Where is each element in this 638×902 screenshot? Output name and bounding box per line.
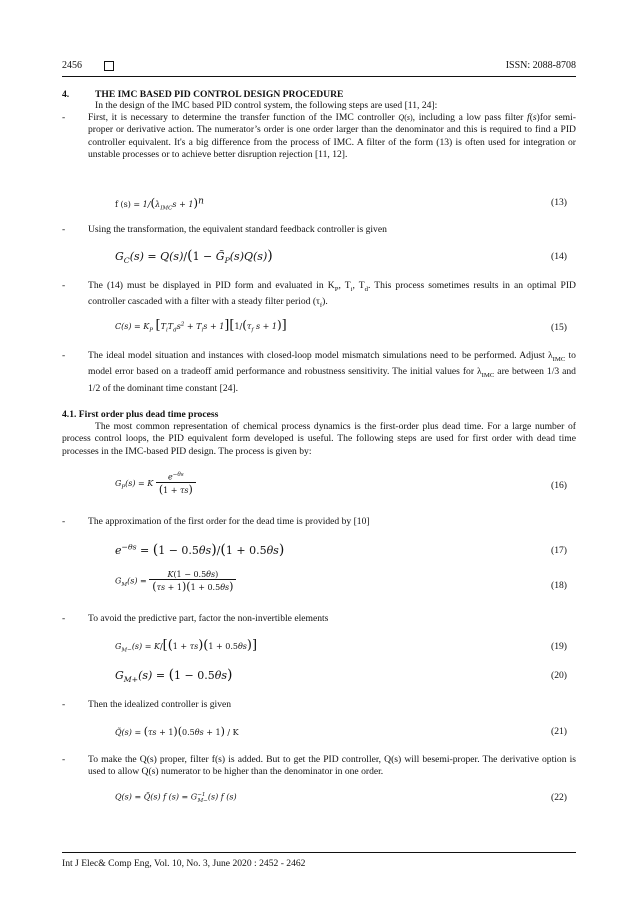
equation-16: $G_P(s) = K$ $\frac{e^{-\theta s}}{(1 + \tau s)}$ bbox=[115, 472, 196, 496]
page-number: 2456 bbox=[62, 60, 82, 71]
equation-number: (22) bbox=[551, 792, 567, 803]
filter-text: To make the Q(s) proper, filter f(s) is added. But to get the PID controller, Q(s) will besemi-proper. The derivative option is used to allow Q(s) numerator to be higher than the denominator in one order. bbox=[88, 754, 576, 778]
bullet-dash: - bbox=[62, 754, 66, 765]
equation-number: (17) bbox=[551, 545, 567, 556]
step-3-text: The (14) must be displayed in PID form and evaluated in $K_P$, $T_i$, $T_d$. This process sometimes results in an optimal PID controller cascaded with a filter with a steady filter period $(\tau_f)$. bbox=[88, 280, 576, 310]
equation-19: $G_{M-}(s) = K/[(1 + \tau s)(1 + 0.5\theta s)]$ bbox=[115, 638, 258, 654]
bullet-dash: - bbox=[62, 224, 66, 235]
header-rule bbox=[62, 76, 576, 77]
bullet-dash: - bbox=[62, 613, 66, 624]
equation-14: $G_C(s) = Q(s)/(1$ − $G̃_P(s)Q(s)$) bbox=[115, 248, 273, 266]
step-4-text: The ideal model situation and instances with closed-loop model mismatch simulations need to be performed. Adjust $\lambda_{IMC}$ to model error based on a tradeoff amid performance and robustness sensitivity. The initial values for $\lambda_{IMC}$ are between 1/3 and 1/2 of the dominant time constant [24]. bbox=[88, 350, 576, 394]
step-2-text: Using the transformation, the equivalent standard feedback controller is given bbox=[88, 224, 387, 235]
controller-text: Then the idealized controller is given bbox=[88, 699, 232, 710]
square-bullet-icon bbox=[104, 61, 114, 71]
equation-number: (19) bbox=[551, 641, 567, 652]
equation-20: $G_{M+}(s) = (1 - 0.5\theta s)$ bbox=[115, 667, 233, 685]
bullet-dash: - bbox=[62, 112, 66, 123]
subsection-paragraph: The most common representation of chemical process dynamics is the first-order plus dead time. For a large number of process control loops, the PID equivalent form developed is useful. The following steps are used for first order with dead time processes in the IMC-based PID design. The process is given by: bbox=[62, 421, 576, 457]
equation-21: Q̃(s) = (τs + 1)(0.5θs + 1) / K bbox=[115, 725, 239, 738]
equation-13: f $(s) = 1/(\lambda_{IMC}s + 1)^n$ bbox=[115, 196, 204, 212]
equation-number: (21) bbox=[551, 726, 567, 737]
bullet-dash: - bbox=[62, 280, 66, 291]
section-heading: 4. THE IMC BASED PID CONTROL DESIGN PROCEDURE bbox=[62, 89, 344, 100]
footer-rule bbox=[62, 852, 576, 853]
subsection-heading: 4.1. First order plus dead time process bbox=[62, 409, 219, 420]
equation-number: (20) bbox=[551, 670, 567, 681]
equation-number: (13) bbox=[551, 197, 567, 208]
section-intro: In the design of the IMC based PID control system, the following steps are used [11, 24]: bbox=[95, 100, 438, 111]
issn-label: ISSN: 2088-8708 bbox=[505, 60, 576, 71]
equation-17: $e^{-\theta s} = (1 - 0.5\theta s)/(1 + 0.5\theta s)$ bbox=[115, 542, 285, 558]
step-1-text: First, it is necessary to determine the transfer function of the IMC controller Q(s), including a low pass filter f(s)for semi-proper or derivative action. The numerator’s order is one order larger than the denominator and this is required to find a PID controller equivalent. It's a big difference from the process of IMC. A filter of the form (13) is often used for integration or unstable processes or to achieve better disruption rejection [11, 12]. bbox=[88, 112, 576, 161]
bullet-dash: - bbox=[62, 350, 66, 361]
equation-number: (15) bbox=[551, 322, 567, 333]
bullet-dash: - bbox=[62, 516, 66, 527]
equation-number: (18) bbox=[551, 580, 567, 591]
journal-citation: Int J Elec& Comp Eng, Vol. 10, No. 3, June 2020 : 2452 - 2462 bbox=[62, 858, 306, 869]
approximation-text: The approximation of the first order for the dead time is provided by [10] bbox=[88, 516, 370, 527]
running-header bbox=[62, 60, 576, 74]
equation-number: (14) bbox=[551, 251, 567, 262]
equation-18: $G_M(s)$ = $\frac{K(1 - 0.5\theta s)}{(\tau s + 1)(1 + 0.5\theta s)}$ bbox=[115, 570, 236, 593]
bullet-dash: - bbox=[62, 699, 66, 710]
equation-number: (16) bbox=[551, 480, 567, 491]
factor-text: To avoid the predictive part, factor the non-invertible elements bbox=[88, 613, 329, 624]
equation-22: Q(s) = Q̃(s) f $(s) = G^{-1}_{M-}(s)$ f (s) bbox=[115, 792, 237, 805]
equation-15: $C(s) = K_P$ $[T_iT_ds^2 + T_is + 1][1/(\tau_f$ s + 1)] bbox=[115, 318, 287, 334]
